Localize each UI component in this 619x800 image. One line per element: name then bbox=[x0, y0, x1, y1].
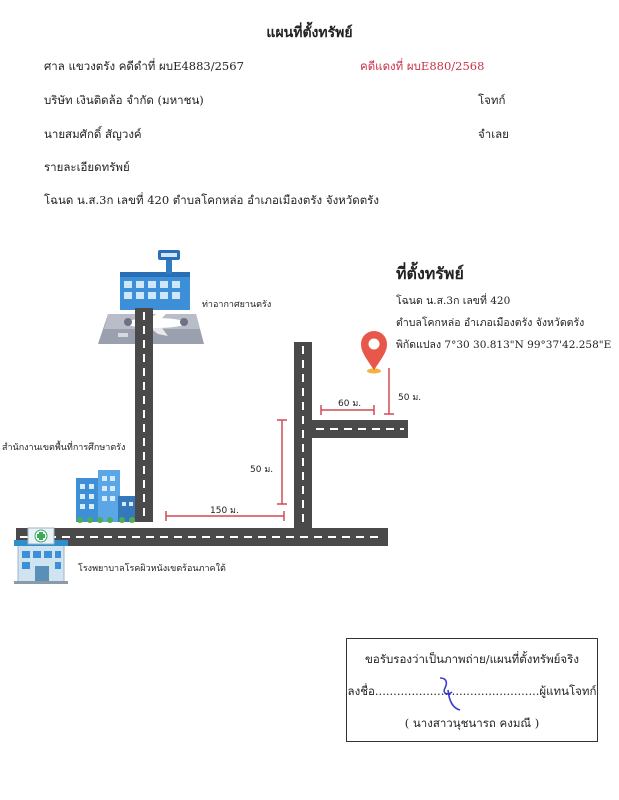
signer-name: ( นางสาวนุชนารถ คงมณี ) bbox=[404, 716, 540, 730]
court-case-number: ศาล แขวงตรัง คดีดำที่ ผบE4883/2567 bbox=[44, 59, 244, 73]
distance-60m-label: 60 ม. bbox=[338, 399, 362, 409]
plaintiff-role: โจทก์ bbox=[478, 93, 506, 107]
property-deed-line: โฉนด น.ส.3ก เลขที่ 420 ตำบลโคกหล่อ อำเภอเมืองตรัง จังหวัดตรัง bbox=[44, 193, 379, 207]
signature-dots: ............................................. bbox=[374, 684, 540, 698]
signature-line bbox=[347, 683, 597, 701]
signature-prefix: ลงชื่อ bbox=[347, 684, 375, 698]
distance-150m-label: 150 ม. bbox=[210, 506, 239, 516]
signature-suffix: ผู้แทนโจทก์ bbox=[539, 684, 597, 698]
certification-box bbox=[346, 638, 598, 742]
certification-statement: ขอรับรองว่าเป็นภาพถ่าย/แผนที่ตั้งทรัพย์จริง bbox=[365, 652, 579, 666]
red-case-number: คดีแดงที่ ผบE880/2568 bbox=[360, 59, 485, 73]
property-section-label: รายละเอียดทรัพย์ bbox=[44, 160, 130, 174]
distance-50m-left-label: 50 ม. bbox=[250, 465, 274, 475]
distance-50m-right-label: 50 ม. bbox=[398, 393, 422, 403]
office-building-icon bbox=[76, 470, 136, 523]
airport-label: ท่าอากาศยานตรัง bbox=[202, 300, 272, 310]
defendant-role: จำเลย bbox=[478, 127, 509, 141]
page-title: แผนที่ตั้งทรัพย์ bbox=[266, 25, 353, 41]
location-coordinates: พิกัดแปลง 7°30 30.813"N 99°37'42.258"E bbox=[396, 339, 612, 351]
location-address: ตำบลโคกหล่อ อำเภอเมืองตรัง จังหวัดตรัง bbox=[396, 317, 585, 329]
location-heading: ที่ตั้งทรัพย์ bbox=[396, 264, 464, 283]
defendant-name: นายสมศักดิ์ สัญวงค์ bbox=[44, 127, 142, 141]
measurement-lines bbox=[166, 368, 394, 521]
education-office-label: สำนักงานเขตพื้นที่การศึกษาตรัง bbox=[2, 443, 126, 453]
hospital-label: โรงพยาบาลโรคผิวหนังเขตร้อนภาคใต้ bbox=[78, 564, 226, 574]
plaintiff-name: บริษัท เงินติดล้อ จำกัด (มหาชน) bbox=[44, 93, 204, 107]
location-deed: โฉนด น.ส.3ก เลขที่ 420 bbox=[396, 295, 511, 307]
location-pin-icon bbox=[361, 331, 387, 374]
